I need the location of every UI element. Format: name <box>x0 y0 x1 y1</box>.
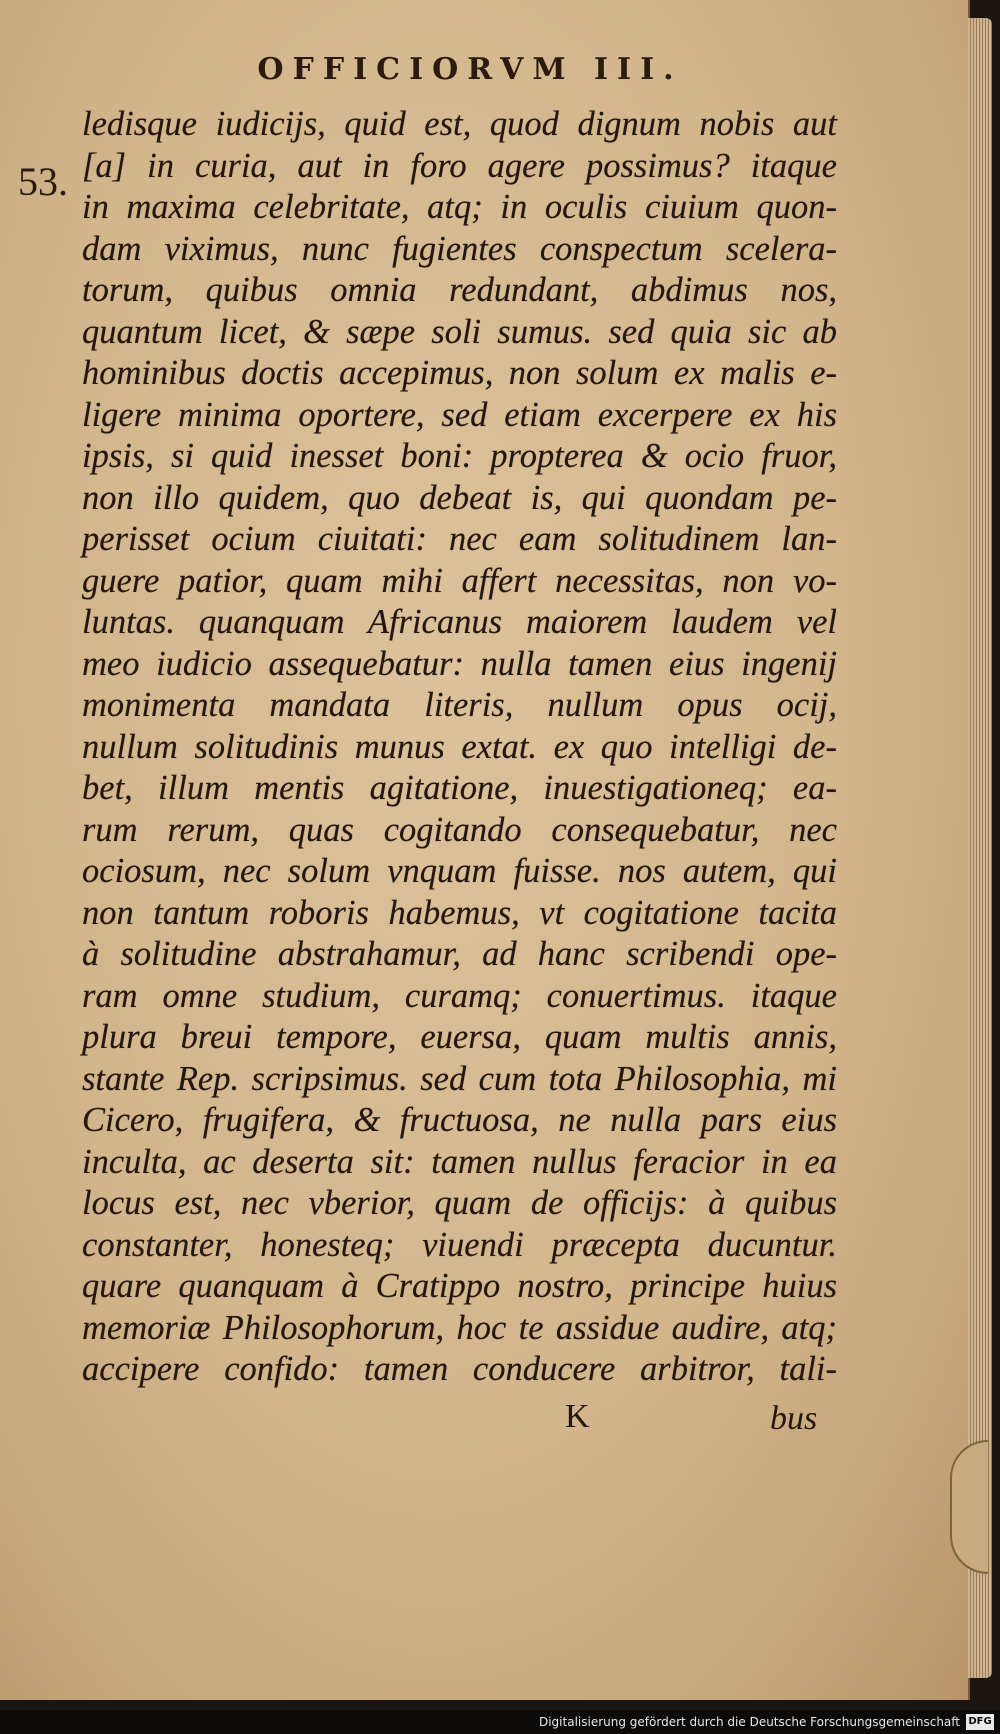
text-line: [a] in curia, aut in foro agere possimus? itaque <box>82 146 837 185</box>
text-line: monimenta mandata literis, nullum opus ocij, <box>82 686 837 724</box>
text-line: inculta, ac deserta sit: tamen nullus feracior in ea <box>82 1142 837 1181</box>
text-line: accipere confido: tamen conducere arbitror, tali- <box>82 1350 837 1388</box>
text-line: meo iudicio assequebatur: nulla tamen eius ingenij <box>82 644 837 683</box>
footer-credit: Digitalisierung gefördert durch die Deutsche Forschungsgemeinschaft <box>538 1715 960 1729</box>
text-line: quantum licet, & sæpe soli sumus. sed quia sic ab <box>82 312 837 351</box>
text-line: in maxima celebritate, atq; in oculis ciuium quon- <box>82 188 837 226</box>
digitization-footer <box>0 1710 1000 1734</box>
text-line: ligere minima oportere, sed etiam excerpere ex his <box>82 395 837 434</box>
text-line: guere patior, quam mihi affert necessitas, non vo- <box>82 561 837 600</box>
text-line: bet, illum mentis agitatione, inuestigationeq; ea- <box>82 769 837 807</box>
catchword: bus <box>770 1400 818 1437</box>
thumb-tab <box>950 1440 988 1574</box>
text-line: Cicero, frugifera, & fructuosa, ne nulla pars eius <box>82 1101 837 1139</box>
text-line: plura breui tempore, euersa, quam multis annis, <box>82 1018 837 1056</box>
page-edges <box>968 18 992 1678</box>
text-line: locus est, nec vberior, quam de officijs: à quibus <box>82 1184 837 1222</box>
body-text <box>82 104 837 1391</box>
text-line: perisset ocium ciuitati: nec eam solitudinem lan- <box>82 520 837 558</box>
signature-mark: K <box>565 1398 590 1435</box>
text-line: quare quanquam à Cratippo nostro, principe huius <box>82 1267 837 1305</box>
text-line: non tantum roboris habemus, vt cogitatione tacita <box>82 893 837 932</box>
text-line: constanter, honesteq; viuendi præcepta ducuntur. <box>82 1225 837 1264</box>
text-line: à solitudine abstrahamur, ad hanc scribendi ope- <box>82 935 837 973</box>
dfg-logo-icon: DFG <box>966 1714 994 1730</box>
text-line: ociosum, nec solum vnquam fuisse. nos autem, qui <box>82 852 837 890</box>
text-line: ledisque iudicijs, quid est, quod dignum nobis aut <box>82 105 837 143</box>
text-line: nullum solitudinis munus extat. ex quo intelligi de- <box>82 727 837 766</box>
text-line: hominibus doctis accepimus, non solum ex malis e- <box>82 354 837 392</box>
text-line: dam viximus, nunc fugientes conspectum scelera- <box>82 229 837 268</box>
text-line: luntas. quanquam Africanus maiorem laudem vel <box>82 603 837 641</box>
text-line: ipsis, si quid inesset boni: propterea & ocio fruor, <box>82 437 837 475</box>
text-line: non illo quidem, quo debeat is, qui quondam pe- <box>82 478 837 517</box>
margin-section-number: 53. <box>18 159 68 204</box>
text-line: rum rerum, quas cogitando consequebatur, nec <box>82 810 837 849</box>
text-line: ram omne studium, curamq; conuertimus. itaque <box>82 976 837 1015</box>
text-line: memoriæ Philosophorum, hoc te assidue audire, atq; <box>82 1308 837 1347</box>
running-head: OFFICIORVM III. <box>257 52 683 87</box>
text-line: stante Rep. scripsimus. sed cum tota Philosophia, mi <box>82 1059 837 1098</box>
text-line: torum, quibus omnia redundant, abdimus nos, <box>82 271 837 309</box>
